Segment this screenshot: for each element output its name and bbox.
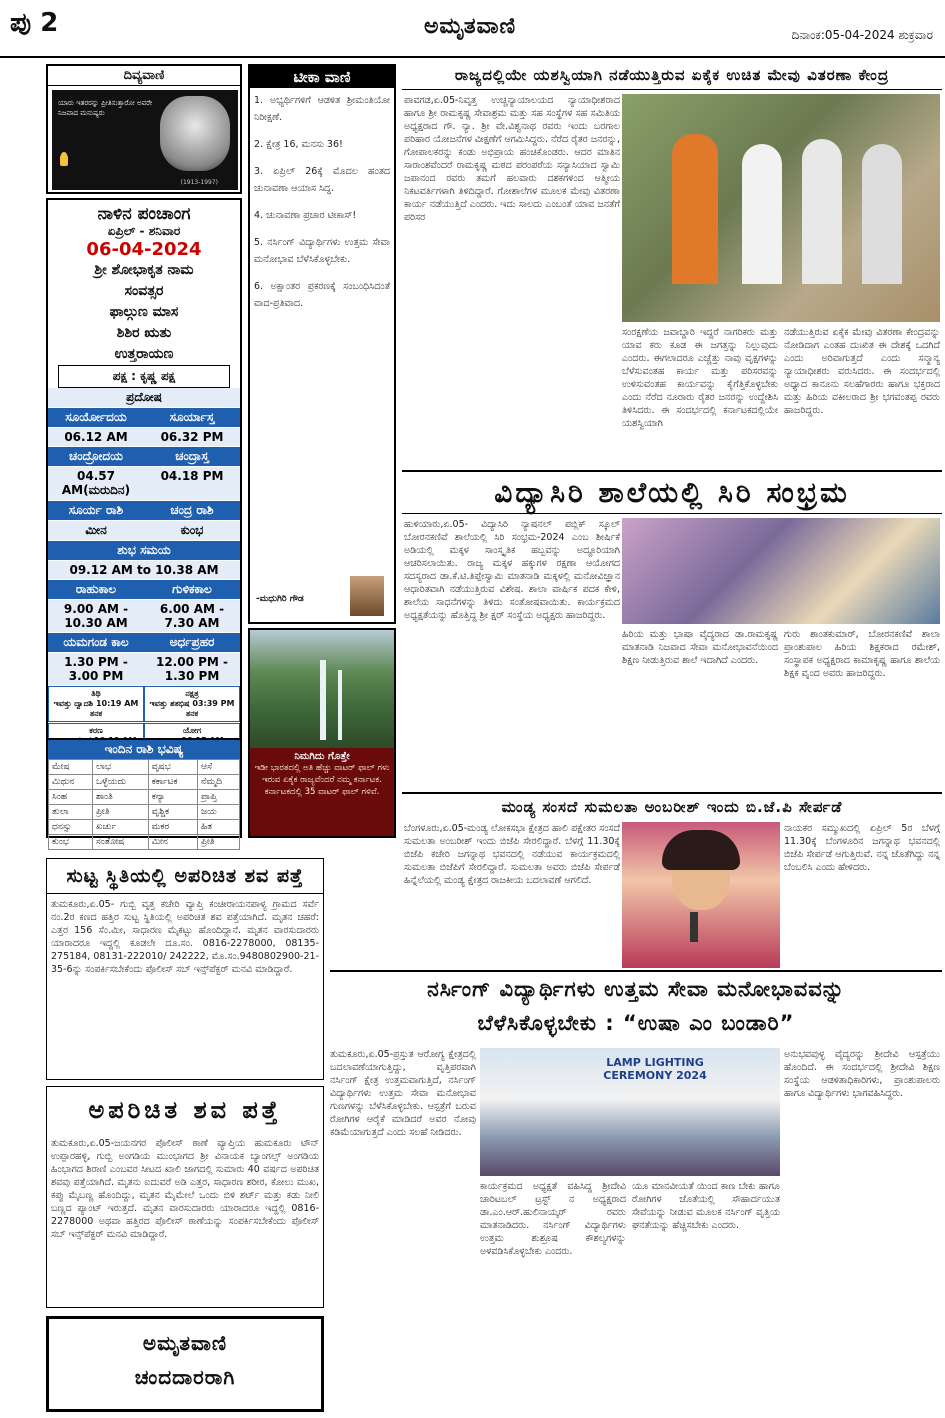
rashi-cell: ಖರ್ಚು	[92, 820, 148, 835]
rashi-row	[49, 805, 240, 820]
rashi-cell: ವೃಷಭ	[148, 760, 197, 775]
a3-headline: ಮಂಡ್ಯ ಸಂಸದೆ ಸುಮಲತಾ ಅಂಬರೀಶ್ ಇಂದು ಬಿ.ಜೆ.ಪಿ ಸೇರ್ಪಡೆ	[402, 792, 942, 820]
rashi-cell: ಪ್ರೀತಿ	[92, 805, 148, 820]
rashi-cell: ಶಾಂತಿ	[92, 790, 148, 805]
a1-photo	[622, 94, 940, 322]
a1-body: ಪಾವಗಡ,ಏ.05-ನಿವೃತ್ತ ಉಚ್ಚನ್ಯಾಯಾಲಯದ ನ್ಯಾಯಾಧೀಶರಾದ ಹಾಗೂ ಶ್ರೀ ರಾಮಕೃಷ್ಣ ಸೇವಾಶ್ರಮ ಮತ್ತು ಸಹ ಸಂಸ್ಥೆಗಳ ಸಹ ಸಮಿತಿಯ ಅಧ್ಯಕ್ಷರಾದ ಗೌ. ನ್ಯಾ. ಶ್ರೀ ವೇ.ವಿಶ್ವನಾಥ ರವರು ಇಂದು ಬರಗಾಲ ಪರಿಹಾರ ಯೋಜನೆಗಳ ವೀಕ್ಷಣೆಗೆ ಆಗಮಿಸಿದ್ದರು. ನೆರೆದ ರೈತರ ಜನರನ್ನು, ಗೋಪಾಲಕರನ್ನು ಕಂಡು ಅಭಿಪ್ರಾಯ ಹಂಚಿಕೊಂಡರು. ಆದರ ಮಾತಿನ ಸಾರಾಂಶವೆಂದರೆ ರಾಮಕೃಷ್ಣ ಮಠದ ಪರಂಪರೆಯ ಸನ್ಯಾಸಿಯಾದ ಸ್ವಾಮಿ ಜಪಾನಂದ ರವರು ತಮಗೆ ಹಲವಾರು ದಶಕಗಳಿಂದ ಆತ್ಮೀಯ ನಿಕಟವರ್ತಿಗಳಾಗಿ ತಿಳಿದಿದ್ದಾರೆ. ಗೋಶಾಲೆಗಳ ಮೂಲಕ ಮೇವು ವಿತರಣಾ ಕಾರ್ಯ ನಡೆಯುತ್ತಿದೆ ಎಂದರು. ಇದು ಸಾಲದು ಎಂಬಂತೆ ಯಾವ ಜನತೆಗೆ ಪರಿಸರ	[404, 95, 620, 223]
rashi-cell: ಕನ್ಯಾ	[148, 790, 197, 805]
subscribe-box: ಅಮೃತವಾಣಿ ಚಂದದಾರರಾಗಿ	[46, 1316, 324, 1412]
teeka-item: 6. ಅಕ್ಷಾಂತರ ಪ್ರಕರಣಕ್ಕೆ ಸಂಬಂಧಿಸಿದಂತೆ ವಾದ-ಪ್ರತಿವಾದ.	[254, 281, 390, 309]
masthead: ಅಮೃತವಾಣಿ	[423, 14, 517, 39]
waterfall-photo	[250, 630, 394, 748]
rashi-cell: ಮಿಥುನ	[49, 775, 93, 790]
rashi-cell: ಸಂತೋಷ	[92, 835, 148, 850]
pradosha-label: ಪ್ರದೋಷ	[126, 390, 162, 404]
teeka-item: 5. ನರ್ಸಿಂಗ್ ವಿದ್ಯಾರ್ಥಿಗಳು ಉತ್ತಮ ಸೇವಾ ಮನೋಭಾವ ಬೆಳೆಸಿಕೊಳ್ಳಬೇಕು.	[254, 237, 390, 265]
rashi-row	[49, 835, 240, 850]
a4-body: ತುಮಕೂರು,ಏ.05-ಪ್ರಸ್ತುತ ಆರೋಗ್ಯ ಕ್ಷೇತ್ರದಲ್ಲಿ ಬದಲಾವಣೆಯಾಗುತ್ತಿದ್ದು, ವೃತ್ತಿಪರವಾಗಿ ನರ್ಸಿಂಗ್ ಕ್ಷೇತ್ರ ಉತ್ತಮವಾಗುತ್ತಿದೆ, ನರ್ಸಿಂಗ್ ವಿದ್ಯಾರ್ಥಿಗಳು ಉತ್ತಮ ಸೇವಾ ಮನೋಭಾವ ಗುಣಗಳನ್ನು ಬೆಳೆಸಿಕೊಳ್ಳಬೇಕು. ಆಸ್ಪತ್ರೆಗೆ ಬರುವ ರೋಗಿಗಳ ಆರೈಕೆ ಮಾಡಿದರೆ ಅವರ ನೋವು ಕಡಿಮೆಯಾಗುತ್ತದೆ ಎಂದು ಸಲಹೆ ನೀಡಿದರು.	[330, 1049, 476, 1138]
divyavani-title: ದಿವ್ಯವಾಣಿ	[48, 66, 240, 86]
a6-box: ಅಪರಿಚಿತ ಶವ ಪತ್ತೆ ತುಮಕೂರು,ಏ.05-ಜಯನಗರ ಪೊಲೀಸ್ ಠಾಣೆ ವ್ಯಾಪ್ತಿಯ ಹುಮಕೂರು ಟೌನ್ ಉಪ್ಪಾರಹಳ್ಳಿ, ಗುಬ್ಬಿ ಅಂಗಡಿಯ ಮುಂಭಾಗದ ಶ್ರೀ ವಿನಾಯಕ ಬ್ಯಾಂಗಲ್ಸ್ ಅಂಗಡಿಯ ಹಿಂಭಾಗದ ಶಿರಾಣಿ ಎಂಬವರ ಸೀಟದ ಖಾಲಿ ಜಾಗದಲ್ಲಿ ಸುಮಾರು 40 ವರ್ಷದ ಅಪರಿಚಿತ ಶವವು ಪತ್ತೆಯಾಗಿದೆ. ಮೃತನು ಐದುವರೆ ಅಡಿ ಎತ್ತರ, ಸಾಧಾರಣ ಶರೀರ, ಕೋಲು ಮುಖ, ಕಪ್ಪು ಮೈಬಣ್ಣ ಹೊಂದಿದ್ದು, ಮೃತನ ಮೈಮೇಲೆ ಒಂದು ಬಿಳಿ ಶರ್ಟ್ ಮತ್ತು ಕಡು ನೀಲಿ ಬಣ್ಣದ ಪ್ಯಾಂಟ್ ಇರುತ್ತದೆ. ಮೃತನ ವಾರಸುದಾರರು ಯಾರಾದರೂ ಇದ್ದಲ್ಲಿ 0816-2278000 ಅಥವಾ ಹತ್ತಿರದ ಪೊಲೀಸ್ ಠಾಣೆಯನ್ನು ಸಂಪರ್ಕಿಸಬೇಕೆಂದು ಪೊಲೀಸ್ ಸಬ್ ಇನ್ಸ್‌ಪೆಕ್ಟರ್ ಮನವಿ ಮಾಡಿದ್ದಾರೆ.	[46, 1086, 324, 1308]
divyavani-quote: ಯಾರು ಇತರರನ್ನು ಪ್ರೀತಿಸುತ್ತಾರೋ ಅವರೇ ನಿಜವಾದ ಮನುಷ್ಯರು	[58, 99, 153, 117]
rashi-cell: ಮೀನ	[148, 835, 197, 850]
a2-headline: ವಿದ್ಯಾಸಿರಿ ಶಾಲೆಯಲ್ಲಿ ಸಿರಿ ಸಂಭ್ರಮ	[402, 470, 942, 514]
issue-date: ದಿನಾಂಕ:05-04-2024 ಶುಕ್ರವಾರ	[791, 28, 933, 42]
waterfall-caption: ನಿಮಗಿದು ಗೊತ್ತೇ ಇಡೀ ಭಾರತದಲ್ಲಿ ಅತಿ ಹೆಚ್ಚು ವಾಟರ್ ಫಾಲ್ ಗಳು ಇರುವ ಏಕೈಕ ರಾಜ್ಯವೆಂದರೆ ನಮ್ಮ ಕರ್ನಾಟಕ. ಕರ್ನಾಟಕದಲ್ಲಿ 35 ವಾಟರ್ ಫಾಲ್ ಗಳಿವೆ.	[250, 748, 394, 836]
divyavani-photo	[52, 90, 238, 190]
a4-body2: ಕಾರ್ಯಕ್ರಮದ ಅಧ್ಯಕ್ಷತೆ ವಹಿಸಿದ್ದ ಶ್ರೀದೇವಿ ಚಾರಿಟಬಲ್ ಟ್ರಸ್ಟ್ ನ ಅಧ್ಯಕ್ಷರಾದ ಡಾ.ಎಂ.ಆರ್.ಹುಲಿನಾಯ್ಕರ್ ರವರು ಮಾತನಾಡಿದರು. ನರ್ಸಿಂಗ್ ವಿದ್ಯಾರ್ಥಿಗಳು ಉತ್ತಮ ಶುಶ್ರೂಷ ಕೌಶಲ್ಯಗಳನ್ನು ಅಳವಡಿಸಿಕೊಳ್ಳಬೇಕು ಎಂದರು.	[480, 1181, 626, 1257]
teeka-item: 3. ಏಪ್ರಿಲ್ 26ಕ್ಕೆ ಮೊದಲ ಹಂತದ ಚುನಾವಣಾ ಆಯಾಸ ಸಿದ್ಧ.	[254, 166, 390, 194]
waterfall-box	[248, 628, 396, 838]
panchanga-sub: ಏಪ್ರಿಲ್ - ಶನಿವಾರ	[107, 224, 181, 238]
a3-body: ಬೆಂಗಳೂರು,ಏ.05-ಮಂಡ್ಯ ಲೋಕಸಭಾ ಕ್ಷೇತ್ರದ ಹಾಲಿ ಪಕ್ಷೇತರ ಸಂಸದೆ ಸುಮಲತಾ ಅಂಬರೀಶ್ ಇಂದು ಬಿಜೆಪಿ ಸೇರಲಿದ್ದಾರೆ. ಬೆಳಗ್ಗೆ 11.30ಕ್ಕೆ ಬಿಜೆಪಿ ಕಚೇರಿ ಜಗನ್ನಾಥ ಭವನದಲ್ಲಿ ನಡೆಯುವ ಕಾರ್ಯಕ್ರಮದಲ್ಲಿ ಸುಮಲತಾ ಬಿಜೆಪಿಗೆ ಸೇರಲಿದ್ದಾರೆ. ಸುಮಲತಾ ಅವರು ಬಿಜೆಪಿ ಸೇರ್ಪಡೆ ಹಿನ್ನೆಲೆಯಲ್ಲಿ ಮಂಡ್ಯ ಕ್ಷೇತ್ರದ ರಾಜಕೀಯ ಬದಲಾವಣೆ ಆಗಲಿದೆ.	[404, 823, 620, 886]
page-header	[0, 0, 945, 58]
a1-body3: ನಡೆಯುತ್ತಿರುವ ಏಕೈಕ ಮೇವು ವಿತರಣಾ ಕೇಂದ್ರವನ್ನು ನೋಡಿದಾಗ ಎಂತಹ ದುಃಖಿತ ಈ ದೇಶಕ್ಕೆ ಒದಗಿದೆ ಎಂದು ಅರಿವಾಗುತ್ತದೆ ಎಂದು ಸನ್ಮಾನ್ಯ ನ್ಯಾಯಾಧೀಶರು ವರುಸಿದರು. ಈ ಸಂದರ್ಭದಲ್ಲಿ ಅಧ್ಯಾದ ಕಾನೂನು ಸಲಹೆಗಾರರು ಹಾಗೂ ಭಕ್ತರಾದ ಮತ್ತು ಹಿರಿಯ ವಕೀಲರಾದ ಶ್ರೀ ಭಗವಂತಪ್ಪ ರವರು ಹಾಜರಿದ್ದರು.	[784, 327, 940, 416]
teeka-list	[250, 88, 394, 326]
page-number: ಪು 2	[10, 8, 59, 38]
author-photo	[350, 576, 384, 616]
rashi-cell: ಕರ್ಕಾಟಕ	[148, 775, 197, 790]
rashi-cell: ಜಯ	[198, 805, 240, 820]
rashi-row	[49, 820, 240, 835]
rashi-cell: ವೃಶ್ಚಿಕ	[148, 805, 197, 820]
a1-body2: ಸಂರಕ್ಷಣೆಯ ಜವಾಬ್ದಾರಿ ಇದ್ದರೆ ನಾಗರಿಕರು ಮತ್ತು ಯಾವ ಕರು ಕೂಡ ಈ ಜಗತ್ತನ್ನು ನಿಲ್ಲುವುದು ಎಂದರು. ಈಗಲಾದರೂ ಎಚ್ಚೆತ್ತು ನಾವು ವೃಕ್ಷಗಳನ್ನು ಬೆಳೆಸುವಂತಹ ಕಾರ್ಯ ಮತ್ತು ಪರಿಸರವನ್ನು ಉಳಿಸುವಂತಹ ಕಾರ್ಯವನ್ನು ಕೈಗೆತ್ತಿಕೊಳ್ಳಬೇಕು ಎಂದು ನೆರೆದ ನೂರಾರು ರೈತರ ಜನರನ್ನು ಉದ್ದೇಶಿಸಿ ತಿಳಿಸಿದರು. ಈ ಸಂದರ್ಭದಲ್ಲಿ ಕರ್ನಾಟಕದಲ್ಲಿಯೇ ಯಶಸ್ವಿಯಾಗಿ	[622, 327, 778, 429]
a4-photo	[480, 1048, 780, 1176]
rashi-cell: ಹಿತ	[198, 820, 240, 835]
candle-icon	[60, 152, 68, 166]
teeka-box	[248, 64, 396, 624]
a4-body3: ಯೂ ಮಾನವೀಯತೆ ಯಿಂದ ಕಾಣ ಬೇಕು ಹಾಗೂ ರೋಗಿಗಳ ಜೊತೆಯಲ್ಲಿ ಸೌಹಾರ್ದಯುತ ಸೇವೆಯನ್ನು ನೀಡುವ ಮೂಲಕ ನರ್ಸಿಂಗ್ ವೃತ್ತಿಯ ಘನತೆಯನ್ನು ಹೆಚ್ಚಿಸಬೇಕು ಎಂದರು.	[632, 1181, 780, 1231]
a4-body4: ಅನುಭವವುಳ್ಳ ವೈದ್ಯರನ್ನು ಶ್ರೀದೇವಿ ಆಸ್ಪತ್ರೆಯು ಹೊಂದಿದೆ. ಈ ಸಂದರ್ಭದಲ್ಲಿ ಶ್ರೀದೇವಿ ಶಿಕ್ಷಣ ಸಂಸ್ಥೆಯ ಆಡಳಿತಾಧಿಕಾರಿಗಳು, ಪ್ರಾಂಶುಪಾಲರು ಹಾಗೂ ವಿದ್ಯಾರ್ಥಿಗಳು ಭಾಗವಹಿಸಿದ್ದರು.	[784, 1049, 940, 1099]
a2-body: ಹುಳಿಯಾರು,ಏ.05- ವಿದ್ಯಾಸಿರಿ ನ್ಯಾಷನಲ್ ಪಬ್ಲಿಕ್ ಸ್ಕೂಲ್ ಬೋರನಕಣಿವೆ ಶಾಲೆಯಲ್ಲಿ ಸಿರಿ ಸಂಭ್ರಮ-2024 ಎಂಬ ಶೀರ್ಷಿಕೆ ಅಡಿಯಲ್ಲಿ ಮಕ್ಕಳ ಸಾಂಸ್ಕೃತಿಕ ಹಬ್ಬವನ್ನು ಅದ್ದೂರಿಯಾಗಿ ಆಚರಿಸಲಾಯಿತು. ರಾಜ್ಯ ಮಕ್ಕಳ ಹಕ್ಕುಗಳ ರಕ್ಷಣಾ ಆಯೋಗದ ಸದಸ್ಯರಾದ ಡಾ.ಕೆ.ಟಿ.ತಿಪ್ಪೇಸ್ವಾಮಿ ಮಾತನಾಡಿ ಮಕ್ಕಳಲ್ಲಿ ಮನೋವಿಜ್ಞಾನ ಆಧಾರಿತವಾಗಿ ನಡೆಯುತ್ತಿರುವ ವಿಶೇಷ. ಶಾಲಾ ವಾರ್ಷಿಕ ಪದಕ ಕೇಳಿ, ಶಾಲೆಯ ಸಾಧನೆಗಳನ್ನು ತಿಳಿದು ಸಂತೋಷವಾಯಿತು. ಕಾರ್ಯಕ್ರಮದ ಅಧ್ಯಕ್ಷತೆಯನ್ನು ಹೊತ್ತಿದ್ದ ಶ್ರೀ ಕ್ಷರ್ ಸಂಸ್ಥೆಯ ಅಧ್ಯಕ್ಷರು ಹಾಜರಿದ್ದರು.	[404, 519, 620, 621]
teeka-author: -ಮಧುಗಿರಿ ಗೌಡ	[256, 594, 304, 604]
panchanga-date: 06-04-2024	[86, 239, 202, 260]
rashi-box	[46, 738, 242, 847]
rashi-row	[49, 760, 240, 775]
a4-headline: ನರ್ಸಿಂಗ್ ವಿದ್ಯಾರ್ಥಿಗಳು ಉತ್ತಮ ಸೇವಾ ಮನೋಭಾವವನ್ನು ಬೆಳೆಸಿಕೊಳ್ಳಬೇಕು : “ಉಷಾ ಎಂ ಬಂಡಾರಿ”	[330, 970, 942, 1042]
rashi-cell: ನೆಮ್ಮದಿ	[198, 775, 240, 790]
a3-body2: ನಾಯಕರ ಸಮ್ಮುಖದಲ್ಲಿ ಏಪ್ರಿಲ್ 5ರ ಬೆಳಗ್ಗೆ 11.30ಕ್ಕೆ ಬೆಂಗಳೂರಿನ ಜಗನ್ನಾಥ ಭವನದಲ್ಲಿ ಬಿಜೆಪಿ ಸೇರ್ಪಡೆ ಆಗುತ್ತಿರುವೆ. ನನ್ನ ಜೊತೆಗಿದ್ದು ನನ್ನ ಬೆಂಬಲಿಸಿ ಎಂದು ಹೇಳಿದರು.	[784, 823, 940, 873]
a3-photo	[622, 822, 780, 968]
a4-banner: LAMP LIGHTING CEREMONY 2024	[603, 1056, 707, 1082]
rashi-cell: ತುಲಾ	[49, 805, 93, 820]
rashi-cell: ಪ್ರಾಪ್ತಿ	[198, 790, 240, 805]
rashi-cell: ಒಳ್ಳೆಯದು	[92, 775, 148, 790]
rashi-cell: ಮೇಷ	[49, 760, 93, 775]
rashi-table	[48, 759, 240, 850]
portrait	[160, 96, 230, 171]
rashi-cell: ಆಸೆ	[198, 760, 240, 775]
panchanga-box: ನಾಳಿನ ಪಂಚಾಂಗ ಏಪ್ರಿಲ್ - ಶನಿವಾರ 06-04-2024 ಶ್ರೀ ಶೋಭಾಕೃತ ನಾಮ ಸಂವತ್ಸರ ಫಾಲ್ಗುಣ ಮಾಸ ಶಿಶಿರ ಋತು ಉತ್ತರಾಯಣ ಪಕ್ಷ : ಕೃಷ್ಣ ಪಕ್ಷ ಪ್ರದೋಷ ಸೂರ್ಯೋದಯ ಸೂರ್ಯಾಸ್ತ 06.12 AM 06.32 PM ಚಂದ್ರೋದಯ ಚಂದ್ರಾಸ್ತ 04.57 AM(ಮರುದಿನ) 04.18 PM ಸೂರ್ಯ ರಾಶಿ ಚಂದ್ರ ರಾಶಿ ಮೀನ ಕುಂಭ ಶುಭ ಸಮಯ 09.12 AM to 10.38 AM ರಾಹುಕಾಲ ಗುಳಿಕಕಾಲ 9.00 AM - 10.30 AM 6.00 AM - 7.30 AM ಯಮಗಂಡ ಕಾಲ ಅರ್ಧಪ್ರಹರ 1.30 PM - 3.00 PM 12.00 PM - 1.30 PM ತಿಥಿ ಇವತ್ತು ದ್ವಾದಶಿ 10:19 AM ತನಕ ನಕ್ಷತ್ರ ಇವತ್ತು ಶತಭಿಷ 03:39 PM ತನಕ ಕರಣ ಯೋಗ	[46, 198, 242, 758]
rashi-row	[49, 775, 240, 790]
teeka-item: 4. ಚುನಾವಣಾ ಪ್ರಚಾರ ಟೀಕಾಸ್!	[254, 210, 357, 221]
teeka-item: 2. ಕ್ಷೇತ್ರ 16, ಮನಸು 36!	[254, 139, 343, 150]
rashi-cell: ಸಿಂಹ	[49, 790, 93, 805]
rashi-cell: ಲಾಭ	[92, 760, 148, 775]
rashi-cell: ಧನಸ್ಸು	[49, 820, 93, 835]
divyavani-credit: (1913-1997)	[180, 179, 218, 186]
a1-headline: ರಾಜ್ಯದಲ್ಲಿಯೇ ಯಶಸ್ವಿಯಾಗಿ ನಡೆಯುತ್ತಿರುವ ಏಕೈಕ ಉಚಿತ ಮೇವು ವಿತರಣಾ ಕೇಂದ್ರ	[402, 62, 942, 90]
rashi-cell: ಮಕರ	[148, 820, 197, 835]
a2-body3: ಗುರು ಶಾಂತಕುಮಾರ್, ಬೋರನಕಣಿವೆ ಶಾಲಾ ಪ್ರಾಂಶುಪಾಲ ಹಿರಿಯ ಶಿಕ್ಷಕರಾದ ರಮೇಶ್, ಸಂಸ್ಥಾಪಕ ಅಧ್ಯಕ್ಷರಾದ ಕಾಮಾಕೃಷ್ಣ ಹಾಗೂ ಶಾಲೆಯ ಶಿಕ್ಷಕ ವೃಂದ ಅವರು ಹಾಜರಿದ್ದರು.	[784, 629, 940, 679]
teeka-item: 1. ಅಭ್ಯರ್ಥಿಗಳಿಗೆ ಆಡಳಿತ ಶ್ರೀಮಂತಿಯೋ ನಿರೀಕ್ಷಣೆ.	[254, 95, 390, 123]
rashi-cell: ಕುಂಭ	[49, 835, 93, 850]
divyavani-box	[46, 64, 242, 194]
rashi-title: ಇಂದಿನ ರಾಶಿ ಭವಿಷ್ಯ	[48, 740, 240, 759]
a2-body2: ಹಿರಿಯ ಮತ್ತು ಭಾಷಾ ವೈದ್ಯರಾದ ಡಾ.ರಾಮಕೃಷ್ಣ ಮಾತನಾಡಿ ನಿಜವಾದ ಸೇವಾ ಮನೋಭಾವನೆಯಿಂದ ಶಿಕ್ಷಣ ನೀಡುತ್ತಿರುವ ಶಾಲೆ ಇದಾಗಿದೆ ಎಂದರು.	[622, 629, 778, 666]
a2-photo	[622, 518, 940, 624]
teeka-title: ಟೀಕಾ ವಾಣಿ	[250, 66, 394, 88]
a5-box: ಸುಟ್ಟ ಸ್ಥಿತಿಯಲ್ಲಿ ಅಪರಿಚಿತ ಶವ ಪತ್ತೆ ತುಮಕೂರು,ಏ.05- ಗುಬ್ಬಿ ವೃತ್ತ ಕಚೇರಿ ವ್ಯಾಪ್ತಿ ಕಂಚೀರಾಯನಪಾಳ್ಯ ಗ್ರಾಮದ ಸರ್ವೆ ನಂ.2ರ ಕಣದ ಹತ್ತಿರ ಸುಟ್ಟ ಸ್ಥಿತಿಯಲ್ಲಿ ಅಪರಿಚಿತ ಶವ ಪತ್ತೆಯಾಗಿದೆ. ಮೃತನ ಚಹರೆ: ಎತ್ತರ 156 ಸೆಂ.ಮೀ, ಸಾಧಾರಣ ಮೈಕಟ್ಟು ಹೊಂದಿದ್ದಾನೆ. ಮೃತನ ವಾರಸುದಾರರು ಯಾರಾದರೂ ಇದ್ದಲ್ಲಿ ಕೂಡಲೇ ದೂ.ಸಂ. 0816-2278000, 08135-275184, 08131-222010/ 242222, ಮೊ.ಸಂ.9480802900-21-35-6ನ್ನು ಸಂಪರ್ಕಿಸಬೇಕೆಂದು ಪೊಲೀಸ್ ಸಬ್ ಇನ್ಸ್‌ಪೆಕ್ಟರ್ ಮನವಿ ಮಾಡಿದ್ದಾರೆ.	[46, 858, 324, 1080]
rashi-cell: ಪ್ರೀತಿ	[198, 835, 240, 850]
rashi-row	[49, 790, 240, 805]
panchanga-lines: ಶ್ರೀ ಶೋಭಾಕೃತ ನಾಮ ಸಂವತ್ಸರ ಫಾಲ್ಗುಣ ಮಾಸ ಶಿಶಿರ ಋತು ಉತ್ತರಾಯಣ ಪಕ್ಷ : ಕೃಷ್ಣ ಪಕ್ಷ	[48, 260, 240, 388]
panchanga-title: ನಾಳಿನ ಪಂಚಾಂಗ	[97, 204, 191, 224]
microphone-icon	[690, 912, 698, 942]
